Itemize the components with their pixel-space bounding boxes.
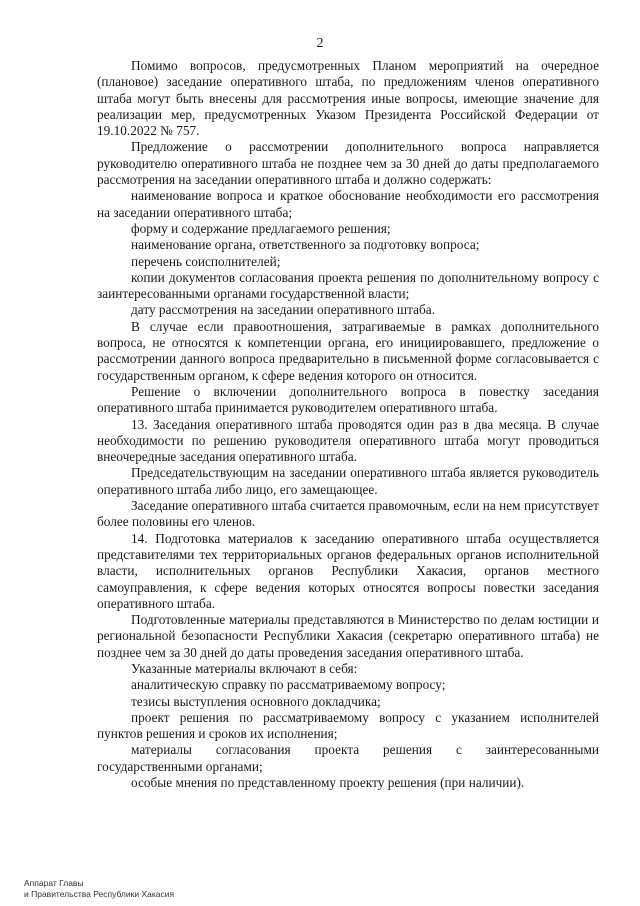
list-item: перечень соисполнителей; [131, 253, 281, 269]
paragraph: Подготовленные материалы представляются в Министерство по делам юстиции и региональной безопасности Республики Хакасия (секретарю оперативного штаба) не позднее чем за 30 дней до даты проведения заседания оперативного штаба. [97, 612, 599, 660]
list-item: дату рассмотрения на заседании оперативного штаба. [131, 302, 436, 318]
list-item: особые мнения по представленному проекту решения (при наличии). [131, 775, 525, 791]
list-item: наименование вопроса и краткое обоснование необходимости его рассмотрения на заседании оперативного штаба; [97, 188, 599, 220]
list-item: аналитическую справку по рассматриваемому вопросу; [131, 677, 446, 693]
list-item: проект решения по рассматриваемому вопросу с указанием исполнителей пунктов решения и сроков их исполнения; [97, 709, 599, 742]
paragraph: Помимо вопросов, предусмотренных Планом мероприятий на очередное (плановое) заседание оперативного штаба, по предложениям членов оперативного штаба могут быть внесены для рассмотрения иные вопросы, имеющие значение для реализации мер, предусмотренных Указом Президента Российской Федерации от 19.10.2022 № 757. [97, 58, 599, 139]
list-item: материалы согласования проекта решения с заинтересованными государственными органами; [97, 742, 599, 774]
footer-line: Аппарат Главы [24, 878, 84, 888]
paragraph: В случае если правоотношения, затрагиваемые в рамках дополнительного вопроса, не относятся к компетенции органа, его инициировавшего, предложение о рассмотрении данного вопроса предварительно в письменной форме согласовывается с государственным органом, к сфере ведения которого он относится. [97, 318, 599, 383]
list-item: наименование органа, ответственного за подготовку вопроса; [131, 237, 480, 253]
paragraph: Заседание оперативного штаба считается правомочным, если на нем присутствует более половины его членов. [97, 498, 599, 530]
paragraph: 14. Подготовка материалов к заседанию оперативного штаба осуществляется представителями тех территориальных органов федеральных органов исполнительной власти, исполнительных органов Республики Хакасия, органов местного самоуправления, к сфере ведения которых относятся вопросы повестки заседания оперативного штаба. [97, 530, 599, 611]
paragraph: Предложение о рассмотрении дополнительного вопроса направляется руководителю оперативного штаба не позднее чем за 30 дней до даты предполагаемого рассмотрения на заседании оперативного штаба и должно содержать: [97, 139, 599, 188]
list-item: форму и содержание предлагаемого решения; [131, 220, 391, 236]
footer-line: и Правительства Республики Хакасия [24, 889, 175, 899]
paragraph: Решение о включении дополнительного вопроса в повестку заседания оперативного штаба принимается руководителем оперативного штаба. [97, 383, 599, 416]
list-item: копии документов согласования проекта решения по дополнительному вопросу с заинтересованными органами государственной власти; [97, 269, 599, 302]
footer-stamp [24, 878, 174, 900]
page-number: 2 [316, 36, 324, 51]
paragraph: 13. Заседания оперативного штаба проводятся один раз в два месяца. В случае необходимости по решению руководителя оперативного штаба могут проводиться внеочередные заседания оперативного штаба. [97, 416, 599, 465]
list-item: тезисы выступления основного докладчика; [131, 693, 381, 709]
document-body [97, 58, 599, 791]
paragraph: Председательствующим на заседании оперативного штаба является руководитель оперативного штаба либо лицо, его замещающее. [97, 465, 599, 497]
paragraph: Указанные материалы включают в себя: [131, 660, 358, 676]
